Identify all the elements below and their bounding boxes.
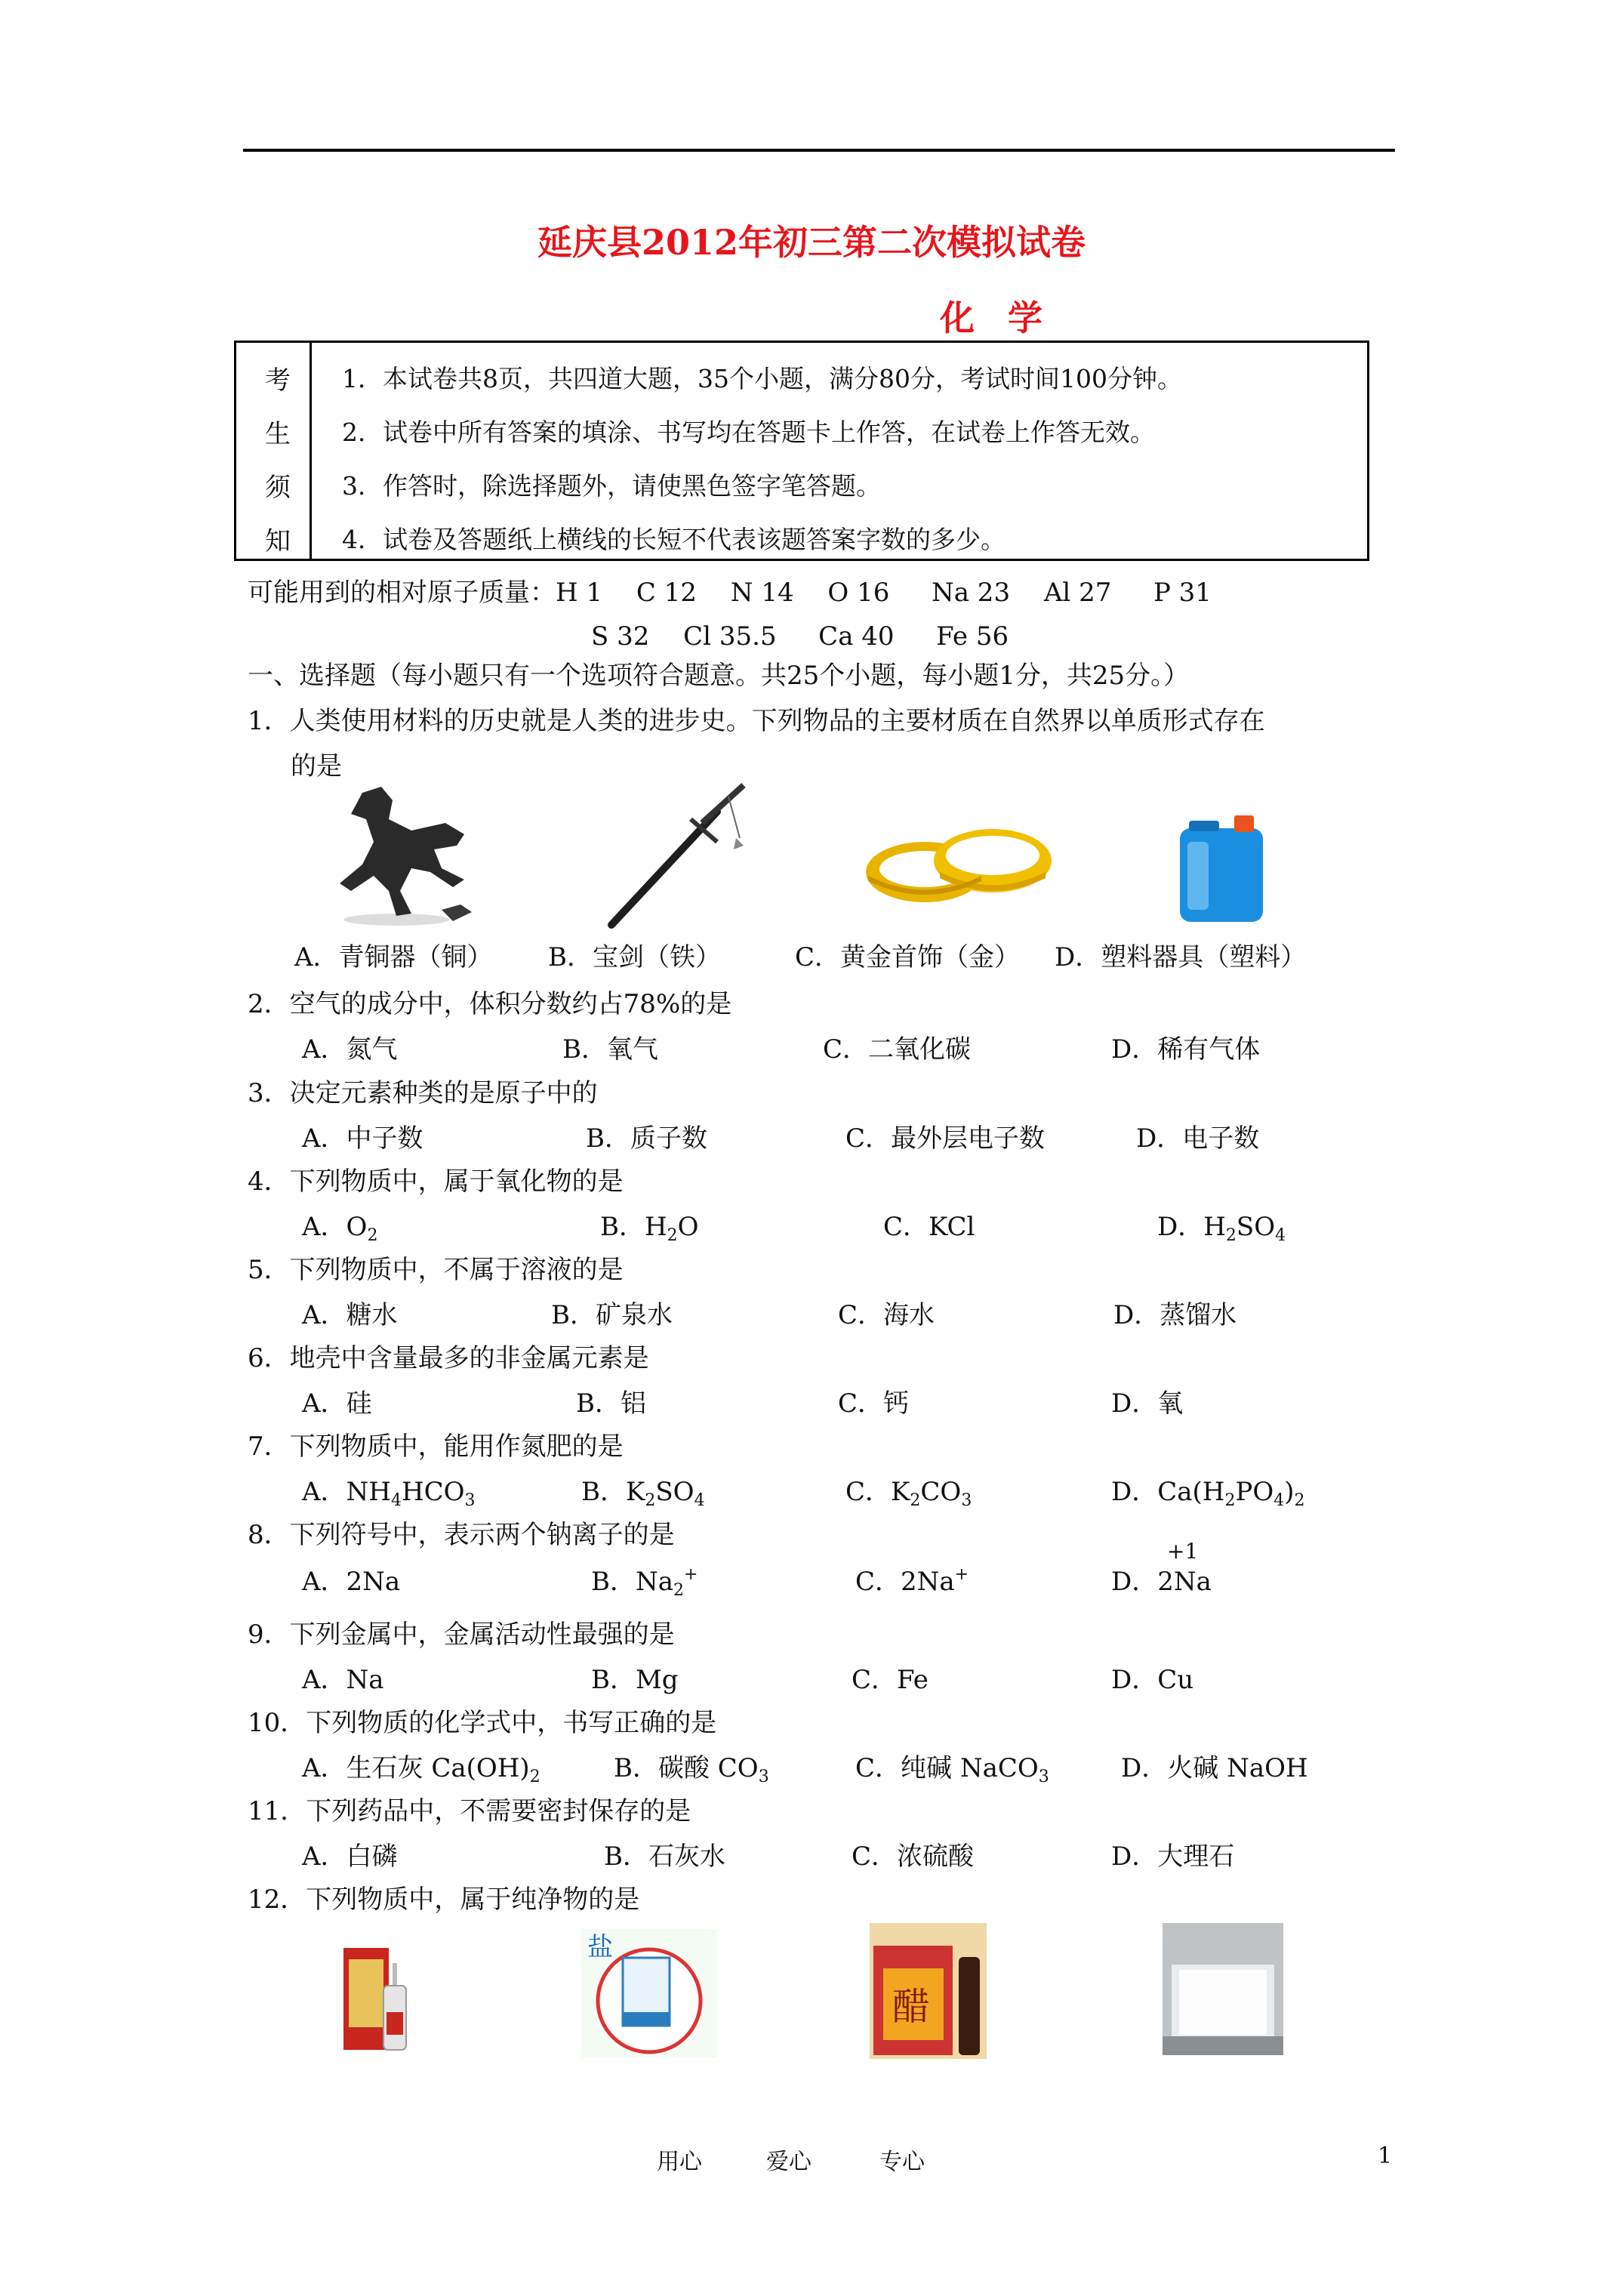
q1-option-c: C．黄金首饰（金）: [795, 942, 1021, 972]
q4-option-d: D．$H_2SO_4$: [1157, 1212, 1286, 1245]
plastic-container-image: [1174, 812, 1272, 925]
q4-stem: 4．下列物质中，属于氧化物的是: [248, 1166, 624, 1197]
q10-option-d: D．火碱 NaOH: [1121, 1753, 1308, 1783]
notice-label-1: 考: [265, 365, 291, 396]
atomic-masses-line-1: 可能用到的相对原子质量：H 1 C 12 N 14 O 16 Na 23 Al 27 P 31: [248, 578, 1212, 608]
q2-option-a: A．氮气: [302, 1034, 398, 1065]
q2-option-c: C．二氧化碳: [823, 1034, 972, 1065]
q6-stem: 6．地壳中含量最多的非金属元素是: [248, 1343, 649, 1373]
q5-option-c: C．海水: [838, 1300, 935, 1330]
q3-option-b: B．质子数: [586, 1123, 707, 1154]
q8-option-a: A．2Na: [302, 1567, 401, 1597]
notice-item-1: 1．本试卷共8页，共四道大题，35个小题，满分80分，考试时间100分钟。: [342, 364, 1182, 393]
q9-option-c: C．Fe: [852, 1665, 929, 1695]
q3-option-d: D．电子数: [1136, 1123, 1260, 1154]
q8-stem: 8．下列符号中，表示两个钠离子的是: [248, 1520, 675, 1550]
q5-option-d: D．蒸馏水: [1113, 1300, 1237, 1330]
liquor-bottle-image: [340, 1940, 434, 2054]
vinegar-char: 醋: [892, 1985, 930, 2029]
top-rule: [243, 149, 1395, 152]
q4-option-b: B．$H_2O$: [600, 1212, 699, 1245]
q6-option-d: D．氧: [1111, 1388, 1184, 1419]
q8-option-d-valence: +1: [1167, 1539, 1199, 1564]
q10-option-a: A．生石灰 $Ca(OH)_2$: [302, 1753, 540, 1786]
q7-option-c: C．$K_2CO_3$: [845, 1477, 972, 1510]
footer-motto-2: 爱心: [766, 2149, 812, 2175]
q11-option-b: B．石灰水: [604, 1841, 725, 1872]
q8-option-b: B．$Na_2^+$: [591, 1565, 698, 1600]
q1-option-d: D．塑料器具（塑料）: [1055, 942, 1307, 972]
q4-option-a: A．$O_2$: [302, 1212, 378, 1245]
q7-option-d: D．$Ca(H_2PO_4)_2$: [1111, 1477, 1305, 1510]
q9-option-d: D．Cu: [1111, 1665, 1194, 1695]
q11-option-d: D．大理石: [1111, 1841, 1235, 1872]
q10-option-b: B．碳酸 $CO_3$: [614, 1753, 769, 1786]
q5-option-a: A．糖水: [302, 1300, 398, 1330]
q12-stem: 12．下列物质中，属于纯净物的是: [248, 1885, 640, 1915]
notice-label-3: 须: [265, 473, 291, 503]
frost-crystal-image: [1163, 1923, 1283, 2055]
atomic-masses-line-2: S 32 Cl 35.5 Ca 40 Fe 56: [591, 621, 1009, 652]
bronze-horse-image: [321, 778, 479, 929]
q1-option-b: B．宝剑（铁）: [548, 942, 721, 972]
notice-item-3: 3．作答时，除选择题外，请使黑色签字笔答题。: [342, 471, 881, 501]
notice-label-4: 知: [265, 526, 291, 556]
q7-stem: 7．下列物质中，能用作氮肥的是: [248, 1432, 624, 1462]
footer-motto-1: 用心: [657, 2149, 702, 2175]
q5-option-b: B．矿泉水: [551, 1300, 673, 1330]
q5-stem: 5．下列物质中，不属于溶液的是: [248, 1255, 624, 1285]
q6-option-c: C．钙: [838, 1388, 910, 1419]
notice-item-4: 4．试卷及答题纸上横线的长短不代表该题答案字数的多少。: [342, 525, 1006, 554]
q8-option-d: D．2Na: [1111, 1567, 1212, 1597]
q7-option-a: A．$NH_4HCO_3$: [302, 1477, 476, 1510]
q10-stem: 10．下列物质的化学式中，书写正确的是: [248, 1708, 717, 1738]
q3-option-c: C．最外层电子数: [845, 1123, 1046, 1154]
q7-option-b: B．$K_2SO_4$: [581, 1477, 705, 1510]
q11-stem: 11．下列药品中，不需要密封保存的是: [248, 1796, 691, 1826]
q2-option-b: B．氧气: [562, 1034, 658, 1065]
salt-package-image: [581, 1929, 717, 2057]
q11-option-a: A．白磷: [302, 1841, 398, 1872]
sword-image: [596, 778, 762, 929]
q3-option-a: A．中子数: [302, 1123, 423, 1154]
notice-divider: [310, 343, 312, 559]
notice-item-2: 2．试卷中所有答案的填涂、书写均在答题卡上作答，在试卷上作答无效。: [342, 418, 1155, 447]
footer-motto-3: 专心: [879, 2149, 925, 2175]
page-title: 延庆县2012年初三第二次模拟试卷: [537, 222, 1086, 263]
q9-option-a: A．Na: [302, 1665, 384, 1695]
q11-option-c: C．浓硫酸: [852, 1841, 975, 1872]
exam-notice-box: [234, 341, 1369, 561]
q1-stem: 1．人类使用材料的历史就是人类的进步史。下列物品的主要材质在自然界以单质形式存在: [248, 706, 1265, 736]
subject-title: 化学: [940, 297, 1076, 338]
q6-option-a: A．硅: [302, 1388, 372, 1419]
notice-label-2: 生: [265, 419, 291, 449]
q8-option-c: C．2Na+: [855, 1565, 969, 1597]
q10-option-c: C．纯碱 NaCO$_3$: [855, 1753, 1049, 1786]
q9-option-b: B．Mg: [591, 1665, 679, 1695]
q4-option-c: C．KCl: [883, 1212, 975, 1242]
q2-option-d: D．稀有气体: [1111, 1034, 1261, 1065]
q2-stem: 2．空气的成分中，体积分数约占78%的是: [248, 989, 732, 1019]
salt-char: 盐: [587, 1932, 613, 1962]
section-heading: 一、选择题（每小题只有一个选项符合题意。共25个小题，每小题1分，共25分。）: [248, 661, 1190, 691]
q6-option-b: B．铝: [576, 1388, 646, 1419]
page-number: 1: [1378, 2143, 1393, 2169]
q9-stem: 9．下列金属中，金属活动性最强的是: [248, 1620, 675, 1650]
vinegar-box-image: [870, 1923, 987, 2059]
q1-stem-cont: 的是: [291, 751, 342, 781]
gold-jewelry-image: [861, 819, 1057, 910]
q1-option-a: A．青铜器（铜）: [294, 942, 493, 972]
q3-stem: 3．决定元素种类的是原子中的: [248, 1078, 598, 1108]
